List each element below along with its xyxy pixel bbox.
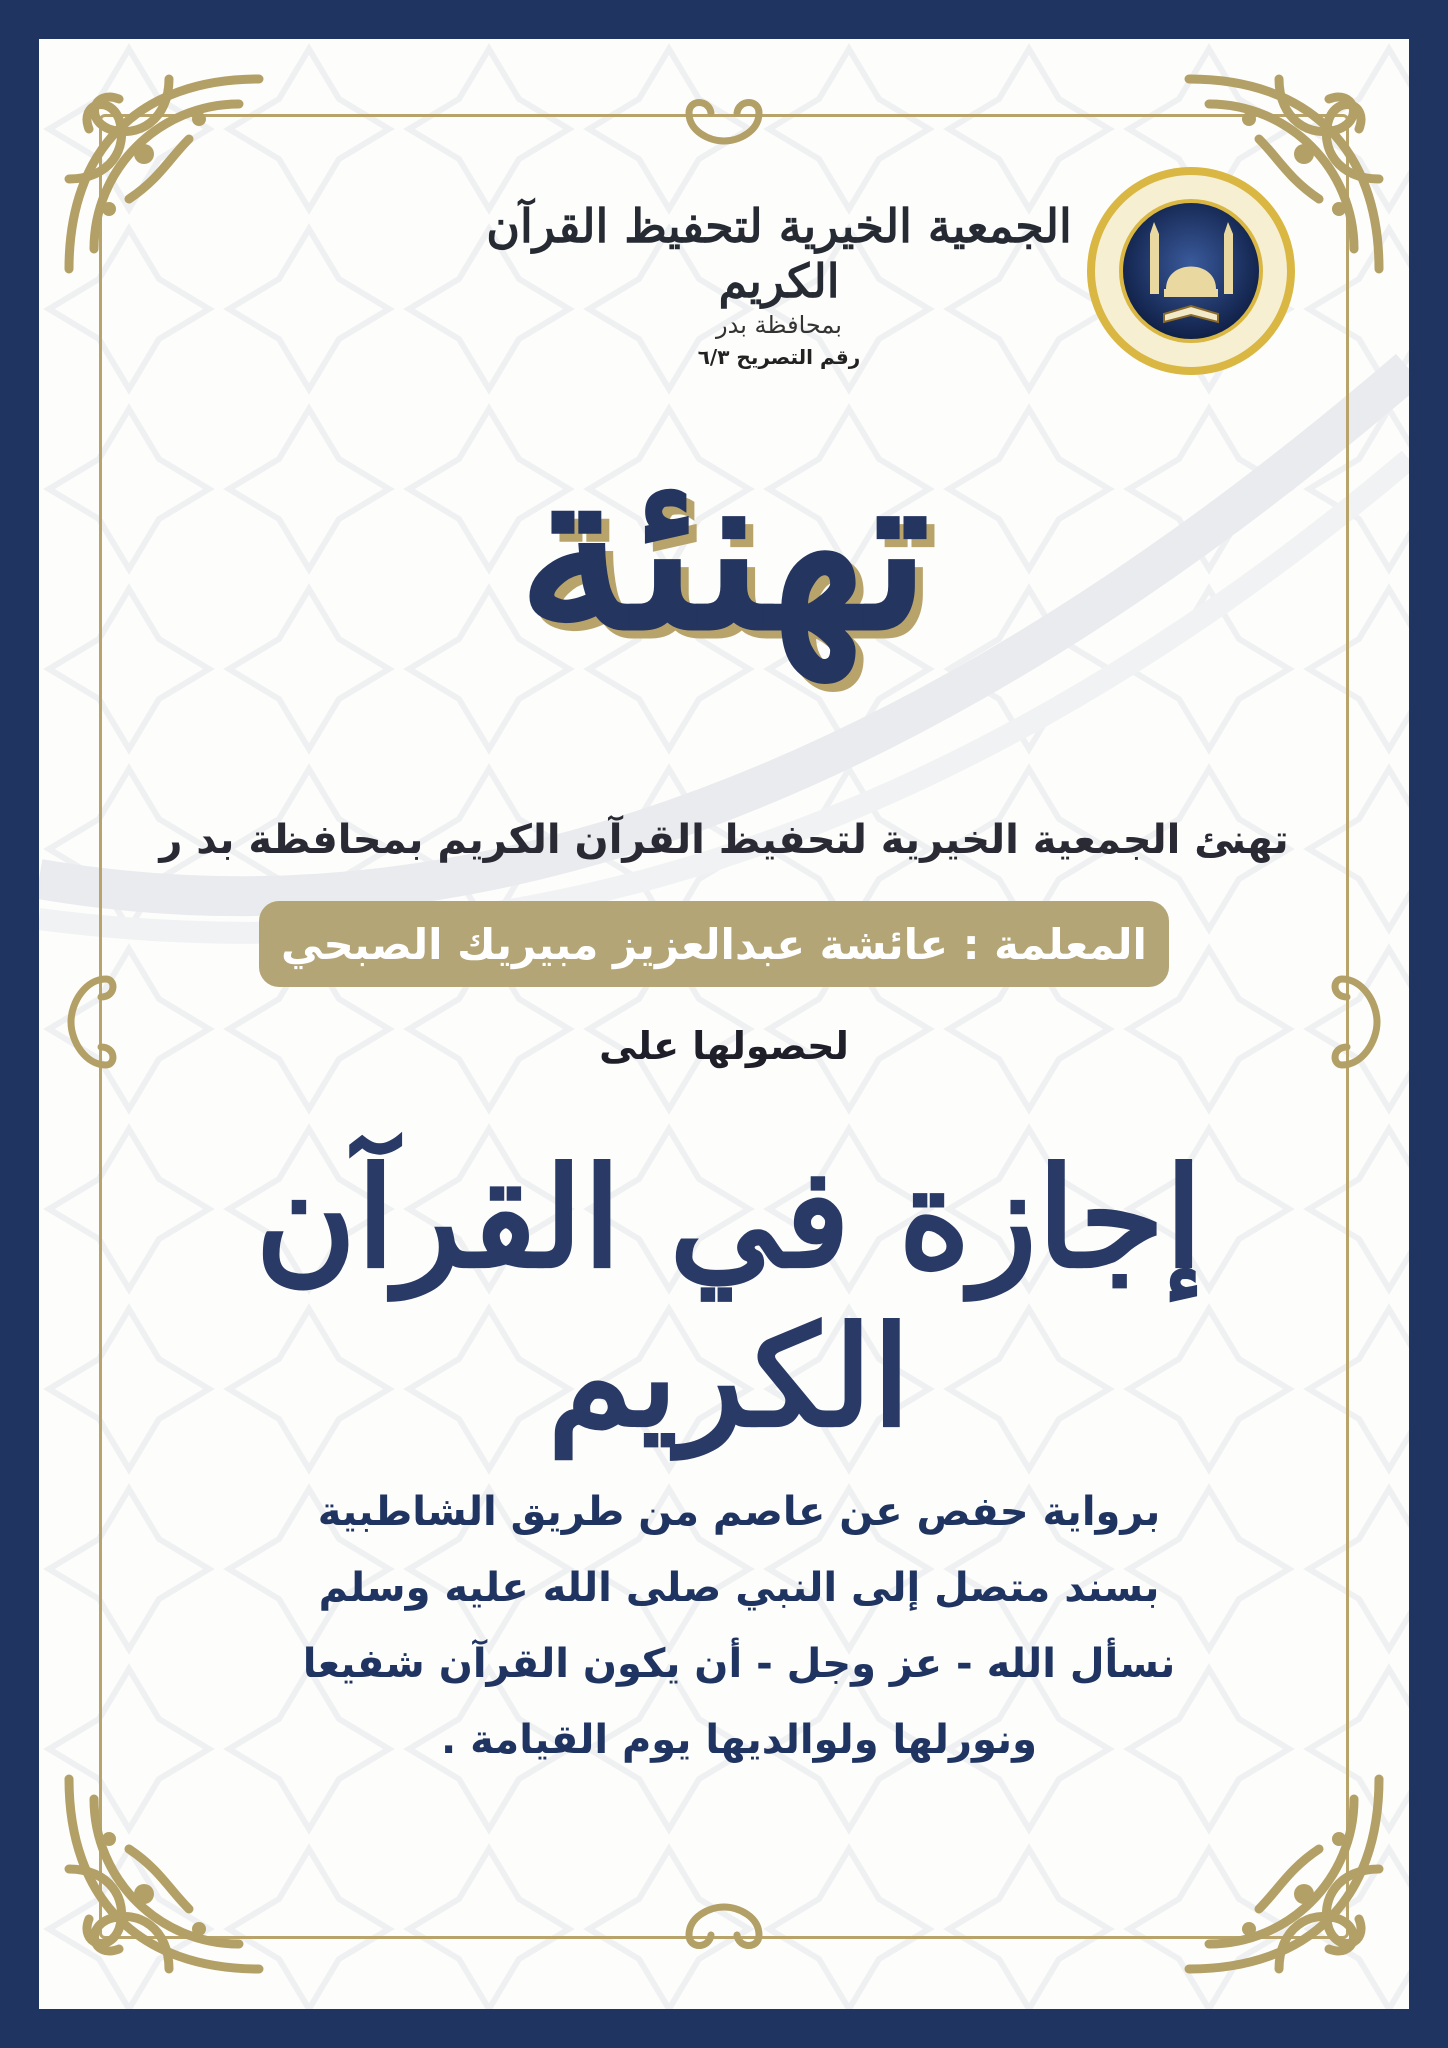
right-ornament-icon (1327, 967, 1387, 1077)
left-ornament-icon (61, 967, 121, 1077)
corner-ornament-icon (49, 59, 279, 289)
top-ornament-icon (679, 91, 769, 147)
certificate-page (39, 39, 1409, 2009)
mosque-seal-icon (1084, 164, 1299, 379)
achievement-title: إجازة في القرآن الكريم (255, 1136, 1203, 1458)
closing-line: برواية حفص عن عاصم من طريق الشاطبية (317, 1489, 1161, 1535)
bottom-ornament-icon (679, 1901, 769, 1957)
closing-line: نسأل الله - عز وجل - أن يكون القرآن شفيعا (302, 1641, 1176, 1687)
license-number: رقم التصريح ٦/٣ (697, 345, 861, 370)
certificate-title: تهنئة (517, 420, 931, 679)
congratulations-line: تهنئ الجمعية الخيرية لتحفيظ القرآن الكريم بمحافظة بد ر (159, 817, 1289, 863)
closing-line: ونورلها ولوالديها يوم القيامة . (441, 1717, 1037, 1763)
organization-name: الجمعية الخيرية لتحفيظ القرآن الكريم (486, 199, 1072, 309)
corner-ornament-icon (1169, 1759, 1399, 1989)
organization-city: بمحافظة بدر (716, 311, 842, 340)
closing-line: بسند متصل إلى النبي صلى الله عليه وسلم (318, 1565, 1160, 1611)
closing-text (239, 1474, 1239, 1778)
organization-header (479, 199, 1079, 369)
for-line: لحصولها على (599, 1024, 849, 1068)
recipient-badge (259, 901, 1169, 987)
corner-ornament-icon (49, 1759, 279, 1989)
recipient-name: المعلمة : عائشة عبدالعزيز مبيريك الصبحي (281, 919, 1147, 969)
